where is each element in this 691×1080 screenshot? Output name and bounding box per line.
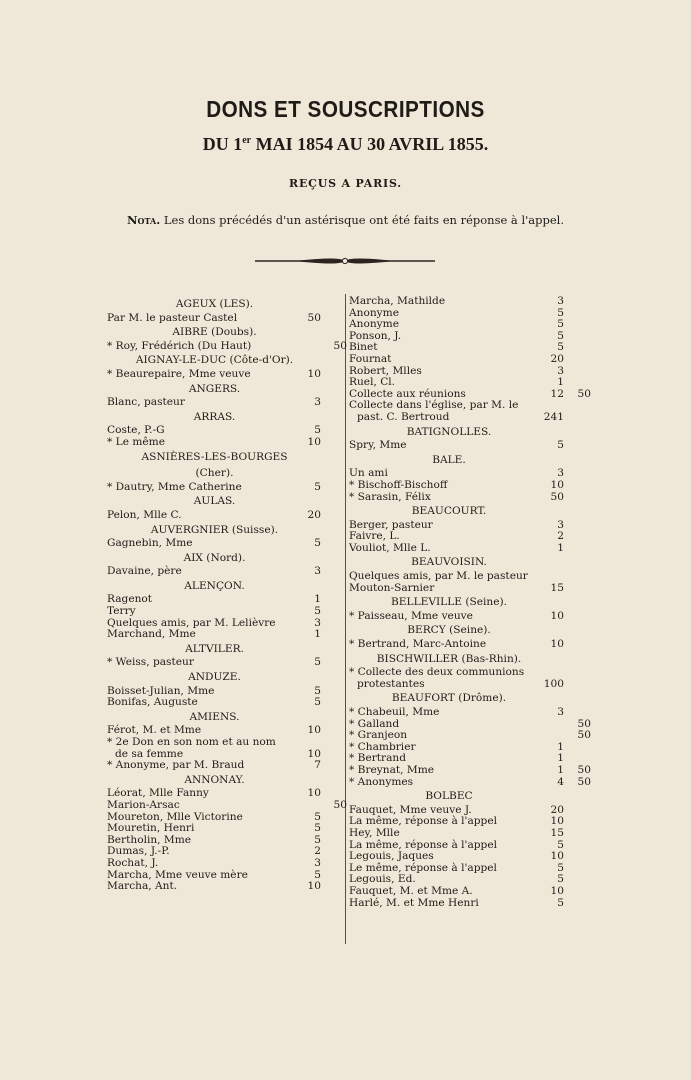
amount-francs: 20	[307, 508, 321, 521]
donation-row	[349, 679, 591, 691]
location-heading: ARRAS.	[193, 410, 236, 423]
donation-row	[107, 313, 345, 325]
donor-name: Quelques amis, par M. Lelièvre	[107, 616, 276, 629]
donation-row	[107, 629, 345, 641]
donor-name: * Paisseau, Mme veuve	[349, 609, 473, 622]
nota-text: Les dons précédés d'un astérisque ont été faits en réponse à l'appel.	[163, 213, 564, 227]
amount-francs: 5	[557, 341, 564, 354]
donor-name: * Weiss, pasteur	[107, 656, 194, 669]
amount-francs: 1	[557, 763, 564, 776]
donation-row	[349, 412, 591, 424]
location-heading: AIBRE (Doubs).	[172, 326, 257, 339]
location-heading: ANDUZE.	[188, 671, 241, 684]
donor-name: * Roy, Frédérich (Du Haut)	[107, 339, 252, 352]
donor-name: Marion-Arsac	[107, 798, 180, 811]
amount-centimes: 50	[577, 717, 591, 730]
donor-name: Vouliot, Mlle L.	[349, 541, 431, 554]
donation-row	[107, 510, 345, 522]
donor-name: * Anonymes	[349, 775, 414, 788]
amount-francs: 5	[314, 424, 321, 437]
donor-name: * Beaurepaire, Mme veuve	[107, 367, 251, 380]
donor-name: Ponson, J.	[349, 329, 402, 342]
donor-name: Boisset-Julian, Mme	[107, 684, 215, 697]
date-from-day: 1	[233, 134, 243, 154]
amount-francs: 5	[557, 838, 564, 851]
location-heading: BISCHWILLER (Bas-Rhin).	[376, 652, 522, 665]
amount-francs: 10	[307, 747, 321, 760]
location-heading: BATIGNOLLES.	[406, 425, 492, 438]
donation-row	[107, 606, 345, 618]
donor-name: past. C. Bertroud	[357, 410, 450, 423]
donor-name: Bonifas, Auguste	[107, 696, 198, 709]
donation-row	[107, 341, 345, 353]
donor-name: Fauquet, Mme veuve J.	[349, 803, 472, 816]
location-heading: BEAUVOISIN.	[411, 556, 487, 569]
amount-francs: 3	[314, 616, 321, 629]
donor-name: Berger, pasteur	[349, 518, 433, 531]
amount-francs: 3	[557, 295, 564, 307]
amount-francs: 10	[550, 850, 564, 863]
amount-centimes: 50	[577, 775, 591, 788]
donation-row	[107, 482, 345, 494]
donation-row	[349, 480, 591, 492]
amount-francs: 1	[314, 628, 321, 641]
donor-name: Marcha, Mme veuve mère	[107, 868, 248, 881]
location-heading: AMIENS.	[189, 710, 240, 723]
donor-name: * Bertrand	[349, 752, 407, 765]
donor-name: Davaine, père	[107, 565, 182, 578]
location-heading: AIGNAY-LE-DUC (Côte-d'Or).	[135, 354, 294, 367]
donor-name: * Chabeuil, Mme	[349, 706, 440, 718]
nota-label: Nota.	[127, 213, 161, 227]
location-heading: (Cher).	[195, 467, 234, 480]
donation-row	[349, 354, 591, 366]
amount-francs: 3	[557, 518, 564, 531]
donor-name: Mouretin, Henri	[107, 822, 195, 835]
amount-francs: 2	[314, 845, 321, 858]
amount-francs: 3	[314, 856, 321, 869]
nota-note	[0, 213, 691, 227]
donor-name: * Le même	[107, 435, 165, 448]
donor-name: Legouis, Ed.	[349, 873, 416, 886]
donor-name: Moureton, Mlle Victorine	[107, 810, 243, 823]
amount-francs: 5	[557, 329, 564, 342]
amount-francs: 5	[314, 822, 321, 835]
donor-name: * 2e Don en son nom et au nom	[107, 736, 276, 748]
donor-name: Marcha, Ant.	[107, 880, 178, 893]
amount-francs: 3	[557, 467, 564, 480]
date-from-rest: MAI 1854 AU	[255, 134, 363, 154]
donor-name: Faivre, L.	[349, 530, 400, 543]
donor-name: Le même, réponse à l'appel	[349, 861, 497, 874]
amount-francs: 10	[550, 478, 564, 491]
donor-name: Harlé, M. et Mme Henri	[349, 896, 479, 909]
amount-francs: 5	[557, 873, 564, 886]
amount-francs: 12	[550, 387, 564, 400]
location-heading: ASNIÈRES-LES-BOURGES	[141, 450, 288, 463]
donation-row	[349, 571, 591, 583]
donor-name: * Bischoff-Bischoff	[349, 478, 448, 491]
amount-francs: 3	[314, 396, 321, 409]
donation-row	[107, 566, 345, 578]
donation-row	[107, 823, 345, 835]
donation-row	[349, 828, 591, 840]
amount-francs: 15	[550, 581, 564, 594]
donor-name: La même, réponse à l'appel	[349, 838, 497, 851]
donor-name: Legouis, Jaques	[349, 850, 434, 863]
location-heading: BELLEVILLE (Seine).	[391, 596, 507, 609]
date-prefix: DU	[202, 134, 229, 154]
donor-name: Coste, P.-G	[107, 424, 165, 437]
amount-francs: 5	[557, 861, 564, 874]
amount-francs: 5	[314, 833, 321, 846]
location-heading: AGEUX (LES).	[175, 298, 254, 310]
donor-name: Férot, M. et Mme	[107, 724, 202, 737]
amount-centimes: 50	[333, 798, 347, 811]
donation-row	[107, 594, 345, 606]
amount-francs: 5	[314, 480, 321, 493]
donor-name: * Sarasin, Félix	[349, 490, 431, 503]
page-title: DONS ET SOUSCRIPTIONS	[206, 96, 485, 122]
donation-row	[107, 657, 345, 669]
amount-francs: 1	[557, 541, 564, 554]
donor-name: Anonyme	[349, 306, 399, 319]
amount-centimes: 50	[577, 763, 591, 776]
donor-name: Marcha, Mathilde	[349, 295, 446, 307]
amount-francs: 10	[550, 815, 564, 828]
donation-row	[349, 543, 591, 555]
donation-row	[349, 583, 591, 595]
amount-francs: 5	[557, 306, 564, 319]
donation-row	[349, 492, 591, 504]
donation-row	[107, 881, 345, 893]
amount-francs: 2	[557, 530, 564, 543]
donation-row	[349, 765, 591, 777]
donor-name: * Bertrand, Marc-Antoine	[349, 638, 487, 651]
location-heading: ALTVILER.	[185, 642, 244, 655]
amount-francs: 10	[307, 787, 321, 800]
donation-row	[107, 397, 345, 409]
location-heading: AUVERGNIER (Suisse).	[150, 523, 279, 536]
donor-name: La même, réponse à l'appel	[349, 815, 497, 828]
amount-francs: 5	[314, 810, 321, 823]
donor-name: de sa femme	[115, 747, 184, 760]
donor-name: protestantes	[357, 677, 425, 690]
donor-name: * Breynat, Mme	[349, 763, 435, 776]
amount-francs: 10	[550, 884, 564, 897]
donation-row	[349, 331, 591, 343]
date-to: 30 AVRIL 1855.	[367, 134, 489, 154]
location-heading: AIX (Nord).	[183, 551, 246, 564]
donation-row	[107, 697, 345, 709]
amount-francs: 10	[307, 435, 321, 448]
donor-name: * Dautry, Mme Catherine	[107, 480, 242, 493]
amount-francs: 1	[557, 752, 564, 765]
donor-name: Gagnebin, Mme	[107, 537, 193, 550]
amount-francs: 1	[557, 740, 564, 753]
amount-francs: 3	[557, 706, 564, 718]
location-heading: BERCY (Seine).	[407, 624, 491, 637]
amount-francs: 10	[307, 724, 321, 737]
location-heading: BEAUCOURT.	[411, 505, 487, 518]
right-column	[349, 296, 591, 909]
amount-francs: 5	[314, 605, 321, 618]
donor-name: * Galland	[349, 717, 400, 730]
location-heading: BALE.	[432, 453, 466, 466]
date-from-sup: er	[242, 135, 252, 146]
amount-francs: 3	[557, 364, 564, 377]
donor-name: Par M. le pasteur Castel	[107, 311, 238, 324]
amount-centimes: 50	[333, 339, 347, 352]
left-column	[107, 296, 345, 893]
location-heading: AULAS.	[193, 495, 236, 508]
amount-francs: 50	[550, 490, 564, 503]
amount-francs: 5	[557, 318, 564, 331]
column-divider	[345, 294, 346, 944]
donor-name: Quelques amis, par M. le pasteur	[349, 570, 528, 583]
amount-francs: 10	[307, 367, 321, 380]
amount-francs: 5	[314, 656, 321, 669]
donor-name: Terry	[107, 605, 136, 618]
amount-francs: 5	[557, 439, 564, 452]
donor-name: Fournat	[349, 352, 392, 365]
donation-row	[107, 800, 345, 812]
donor-name: Collecte dans l'église, par M. le	[349, 399, 519, 412]
donation-row	[349, 898, 591, 910]
donor-name: Binet	[349, 341, 378, 354]
donor-name: Rochat, J.	[107, 856, 159, 869]
donor-name: Blanc, pasteur	[107, 396, 185, 409]
donation-row	[349, 777, 591, 789]
donor-name: Spry, Mme	[349, 439, 407, 452]
location-heading: ALENÇON.	[184, 579, 245, 592]
donor-name: Marchand, Mme	[107, 628, 196, 641]
amount-francs: 5	[557, 896, 564, 909]
donation-row	[107, 737, 345, 749]
donation-row	[107, 538, 345, 550]
location-heading: BOLBEC	[425, 790, 473, 803]
donation-row	[349, 639, 591, 651]
donor-name: Hey, Mlle	[349, 826, 400, 839]
donor-name: * Collecte des deux communions	[349, 666, 525, 679]
date-range	[0, 134, 691, 155]
donation-row	[349, 440, 591, 452]
donor-name: Anonyme	[349, 318, 399, 331]
donation-row	[107, 858, 345, 870]
amount-francs: 7	[314, 759, 321, 772]
location-heading: ANNONAY.	[184, 773, 245, 786]
amount-francs: 10	[550, 609, 564, 622]
donor-name: Léorat, Mlle Fanny	[107, 787, 209, 800]
donor-name: Pelon, Mlle C.	[107, 508, 182, 521]
donor-name: Un ami	[349, 467, 388, 480]
donor-name: * Anonyme, par M. Braud	[107, 759, 245, 772]
amount-centimes: 50	[577, 387, 591, 400]
donor-name: Ruel, Cl.	[349, 376, 396, 389]
amount-francs: 20	[550, 803, 564, 816]
amount-francs: 50	[307, 311, 321, 324]
amount-francs: 15	[550, 826, 564, 839]
donation-row	[349, 611, 591, 623]
amount-francs: 3	[314, 565, 321, 578]
amount-francs: 5	[314, 537, 321, 550]
amount-francs: 5	[314, 868, 321, 881]
donation-row	[349, 296, 591, 308]
donation-row	[107, 437, 345, 449]
donor-name: Mouton-Sarnier	[349, 581, 435, 594]
donation-row	[349, 707, 591, 719]
donation-row	[349, 377, 591, 389]
amount-francs: 1	[314, 593, 321, 606]
donation-row	[107, 369, 345, 381]
donor-name: Collecte aux réunions	[349, 387, 466, 400]
donation-row	[349, 851, 591, 863]
location-heading: ANGERS.	[188, 382, 241, 395]
amount-centimes: 50	[577, 729, 591, 742]
donor-name: Bertholin, Mme	[107, 833, 192, 846]
donor-name: * Granjeon	[349, 729, 408, 742]
donor-name: Ragenot	[107, 593, 153, 606]
amount-francs: 100	[543, 677, 564, 690]
amount-francs: 10	[307, 880, 321, 893]
amount-francs: 20	[550, 352, 564, 365]
received-location: REÇUS A PARIS.	[289, 177, 402, 190]
amount-francs: 5	[314, 696, 321, 709]
ornamental-divider	[255, 256, 435, 266]
donor-name: * Chambrier	[349, 740, 416, 753]
donor-name: Fauquet, M. et Mme A.	[349, 884, 473, 897]
donor-name: Dumas, J.-P.	[107, 845, 170, 858]
amount-francs: 4	[557, 775, 564, 788]
amount-francs: 10	[550, 638, 564, 651]
donor-name: Robert, Mlles	[349, 364, 422, 377]
amount-francs: 5	[314, 684, 321, 697]
location-heading: BEAUFORT (Drôme).	[391, 692, 507, 705]
donation-row	[107, 760, 345, 772]
donation-row	[349, 886, 591, 898]
amount-francs: 241	[543, 410, 564, 423]
amount-francs: 1	[557, 376, 564, 389]
